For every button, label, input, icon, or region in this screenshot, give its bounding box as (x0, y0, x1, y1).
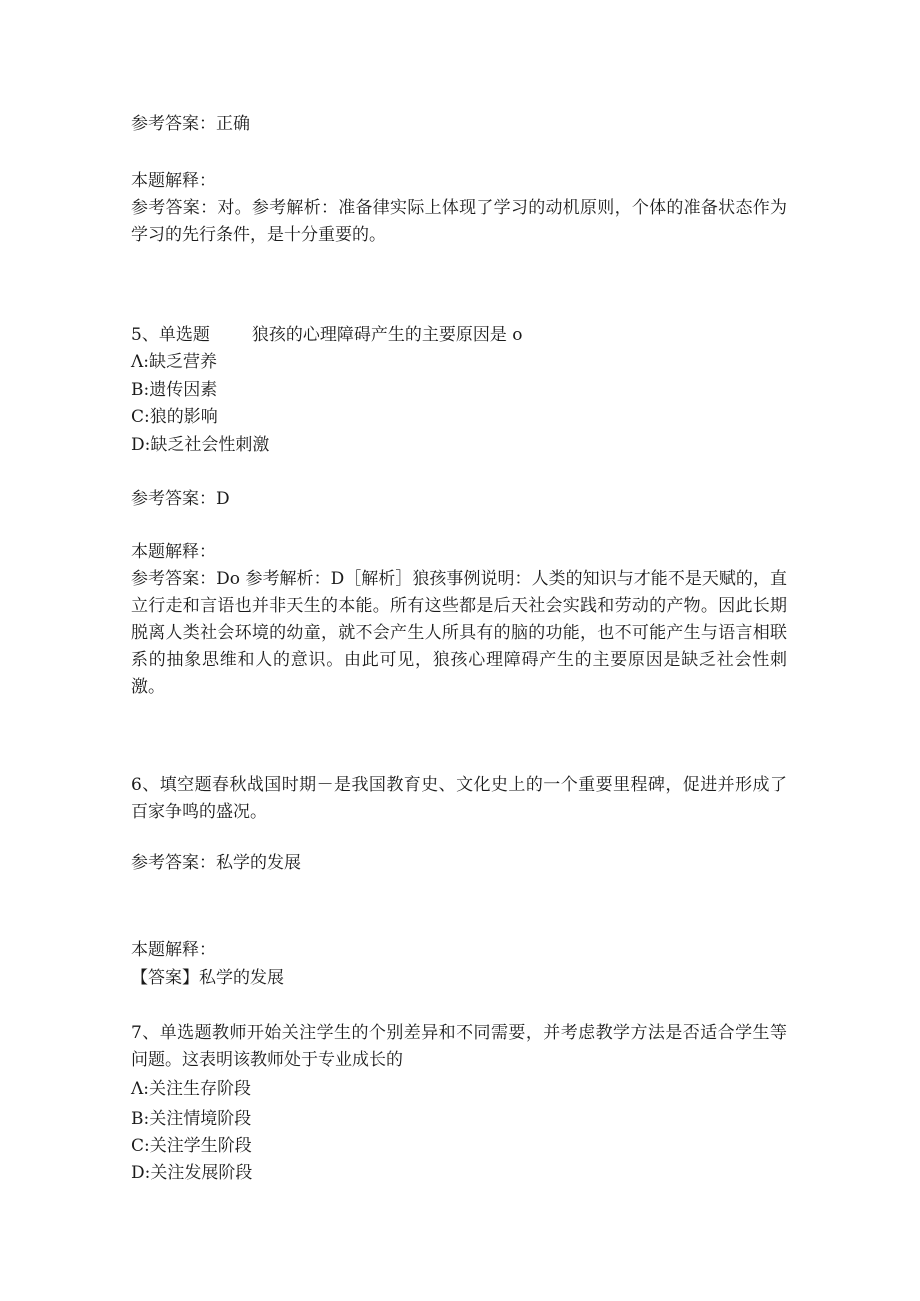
q5-option-c: C:狼的影响 (131, 407, 218, 427)
q6-stem: 6、填空题春秋战国时期－是我国教育史、文化史上的一个重要里程碑，促进并形成了百家争鸣的盛况。 (131, 775, 787, 822)
q5-stem: 狼孩的心理障碍产生的主要原因是 o (251, 325, 523, 345)
q7-option-b: B:关注情境阶段 (131, 1109, 252, 1129)
q5-number-type: 5、单选题 (131, 325, 210, 345)
q5-explanation-heading: 本题解释： (131, 542, 216, 562)
q4-explanation-heading: 本题解释： (131, 171, 216, 191)
q7-option-d: D:关注发展阶段 (131, 1163, 253, 1183)
q6-explanation-text: 【答案】私学的发展 (131, 968, 284, 988)
q5-option-a: Λ:缺乏营养 (131, 352, 218, 372)
q5-option-d: D:缺乏社会性刺激 (131, 435, 270, 455)
q7-option-c: C:关注学生阶段 (131, 1136, 252, 1156)
q5-explanation-text: 参考答案：Do 参考解析：D［解析］狼孩事例说明：人类的知识与才能不是天赋的，直立行走和言语也并非天生的本能。所有这些都是后天社会实践和劳动的产物。因此长期脱离人类社会环境的幼童，就不会产生人所具有的脑的功能，也不可能产生与语言相联系的抽象思维和人的意识。由此可见，狼孩心理障碍产生的主要原因是缺乏社会性刺激。 (131, 569, 787, 697)
q5-option-b: B:遗传因素 (131, 380, 218, 400)
q4-explanation-text: 参考答案：对。参考解析：准备律实际上体现了学习的动机原则，个体的准备状态作为学习的先行条件，是十分重要的。 (131, 198, 787, 245)
q5-stem-line (131, 322, 522, 349)
q7-option-a: Λ:关注生存阶段 (131, 1079, 252, 1099)
q6-answer-line: 参考答案：私学的发展 (131, 853, 301, 873)
q7-stem: 7、单选题教师开始关注学生的个别差异和不同需要，并考虑教学方法是否适合学生等问题。这表明该教师处于专业成长的 (131, 1023, 787, 1070)
q4-answer-line: 参考答案：正确 (131, 114, 250, 134)
q6-explanation-heading: 本题解释： (131, 940, 216, 960)
q5-answer-line: 参考答案：D (131, 489, 230, 509)
